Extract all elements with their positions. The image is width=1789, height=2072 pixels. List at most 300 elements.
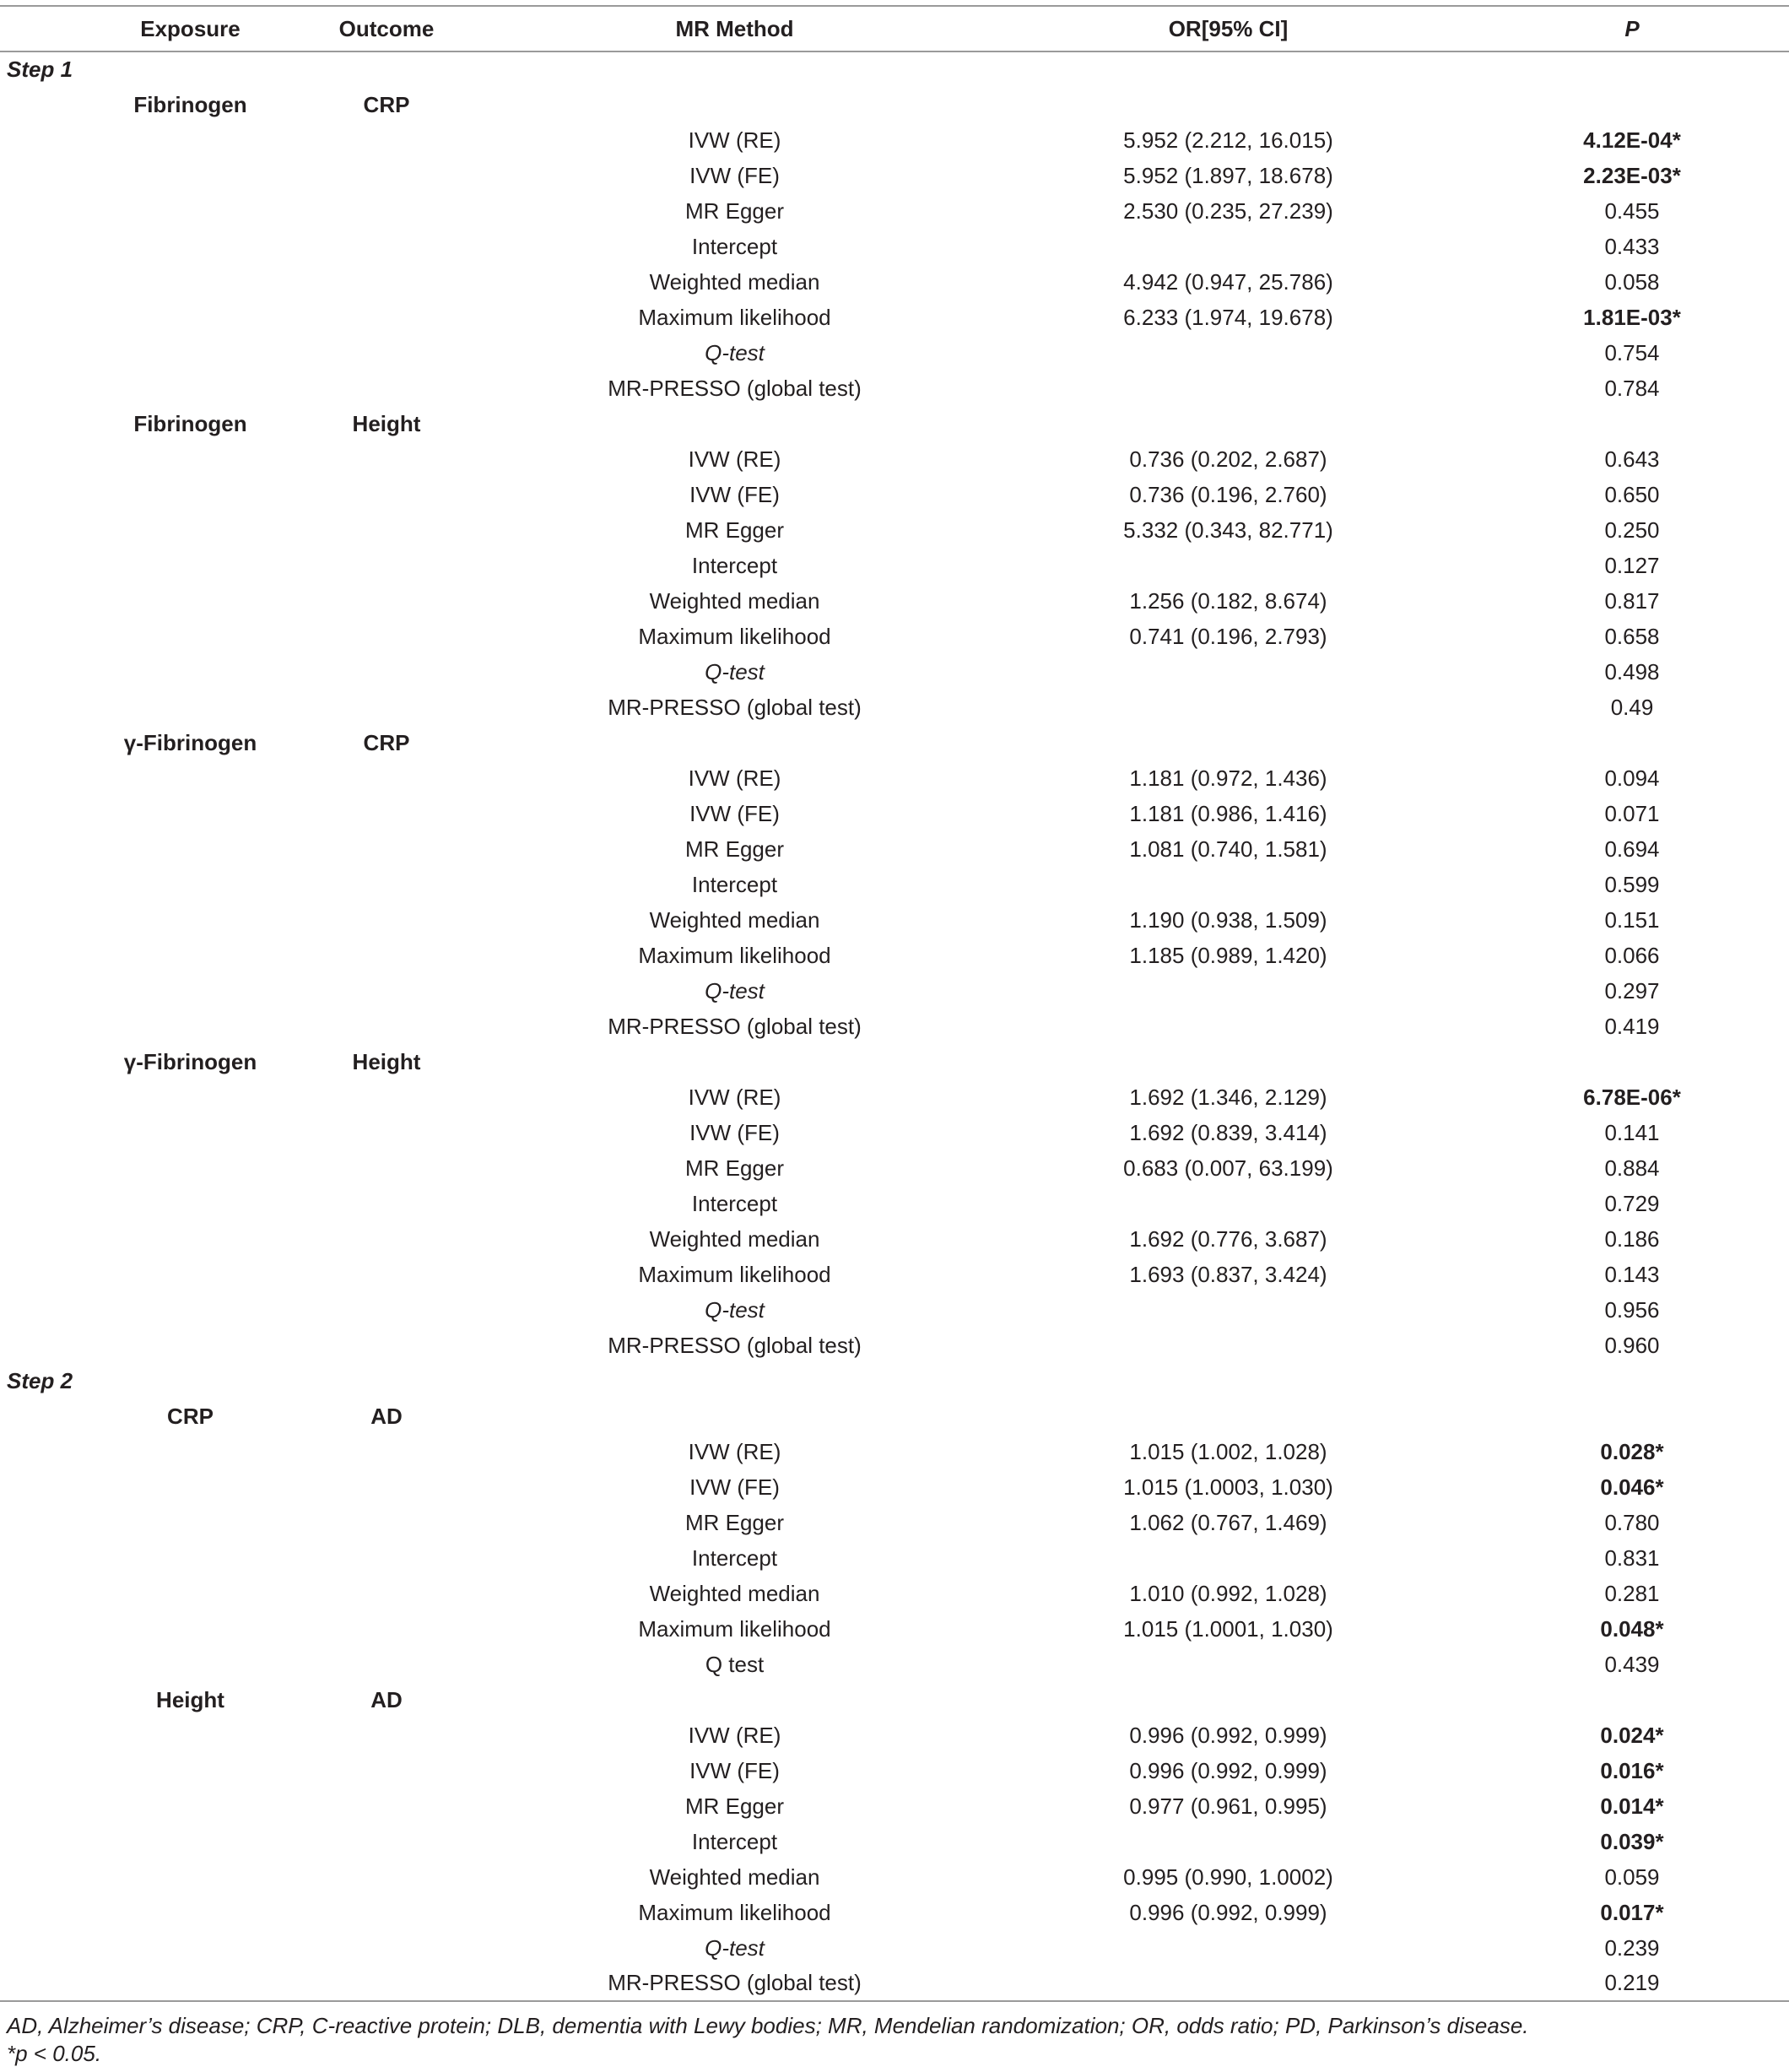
method-cell: IVW (FE) — [689, 162, 780, 188]
empty-cell — [95, 1859, 285, 1895]
p-value-cell: 0.831 — [1604, 1545, 1660, 1571]
empty-cell — [95, 1718, 285, 1753]
empty-cell — [285, 1576, 488, 1611]
row-spacer — [0, 1186, 95, 1221]
empty-cell — [95, 902, 285, 938]
empty-cell — [285, 1186, 488, 1221]
empty-cell — [285, 938, 488, 973]
empty-cell — [285, 1718, 488, 1753]
or-ci-cell: 0.683 (0.007, 63.199) — [1123, 1155, 1333, 1181]
method-cell: MR Egger — [684, 1793, 785, 1819]
row-spacer — [0, 300, 95, 335]
method-cell: Maximum likelihood — [638, 623, 831, 649]
empty-cell — [95, 371, 285, 406]
table-row — [0, 122, 1789, 158]
table-row — [0, 441, 1789, 477]
empty-cell — [95, 193, 285, 229]
row-spacer — [0, 1576, 95, 1611]
exposure-cell: CRP — [167, 1403, 213, 1429]
or-ci-cell — [981, 335, 1475, 371]
method-cell: MR Egger — [684, 836, 785, 862]
table-row — [0, 512, 1789, 548]
or-ci-cell: 1.693 (0.837, 3.424) — [1129, 1261, 1327, 1287]
method-cell: Q-test — [705, 977, 765, 1004]
empty-cell — [488, 406, 981, 441]
row-spacer — [0, 973, 95, 1009]
empty-cell — [95, 1115, 285, 1150]
p-value-cell: 0.784 — [1604, 375, 1660, 401]
empty-cell — [285, 229, 488, 264]
empty-cell — [285, 1079, 488, 1115]
p-value-cell: 0.650 — [1604, 481, 1660, 507]
row-spacer — [0, 1859, 95, 1895]
method-cell: Maximum likelihood — [638, 1899, 831, 1925]
table-row — [0, 548, 1789, 583]
empty-cell — [285, 441, 488, 477]
table-row — [0, 831, 1789, 867]
row-spacer — [0, 1682, 95, 1718]
method-cell: Intercept — [691, 1190, 778, 1216]
empty-cell — [95, 158, 285, 193]
table-row — [0, 1079, 1789, 1115]
method-cell: Maximum likelihood — [638, 942, 831, 968]
row-spacer — [0, 1753, 95, 1788]
or-ci-cell: 5.952 (1.897, 18.678) — [1123, 162, 1333, 188]
p-value-cell: 6.78E-06* — [1583, 1084, 1681, 1110]
empty-cell — [285, 193, 488, 229]
p-value-cell: 0.956 — [1604, 1296, 1660, 1323]
empty-cell — [285, 158, 488, 193]
empty-cell — [488, 1398, 981, 1434]
empty-cell — [285, 477, 488, 512]
row-spacer — [0, 512, 95, 548]
table-row — [0, 1434, 1789, 1469]
p-value-cell: 0.694 — [1604, 836, 1660, 862]
table-row — [0, 902, 1789, 938]
empty-cell — [95, 548, 285, 583]
empty-cell — [95, 1966, 285, 2001]
empty-cell — [95, 1647, 285, 1682]
row-spacer — [0, 1824, 95, 1859]
empty-cell — [981, 725, 1475, 760]
or-ci-cell — [981, 867, 1475, 902]
p-value-cell: 0.817 — [1604, 587, 1660, 614]
step-row — [0, 1363, 1789, 1398]
p-value-cell: 2.23E-03* — [1583, 162, 1681, 188]
p-value-cell: 0.439 — [1604, 1651, 1660, 1677]
p-value-cell: 0.046* — [1600, 1474, 1664, 1500]
table-row — [0, 1611, 1789, 1647]
row-spacer — [0, 1044, 95, 1079]
table-row — [0, 1292, 1789, 1328]
p-value-cell: 0.239 — [1604, 1934, 1660, 1961]
p-value-cell: 0.658 — [1604, 623, 1660, 649]
empty-cell — [95, 441, 285, 477]
row-spacer — [0, 193, 95, 229]
table-row — [0, 796, 1789, 831]
or-ci-cell — [981, 1966, 1475, 2001]
method-cell: Intercept — [691, 1545, 778, 1571]
or-ci-cell — [981, 1328, 1475, 1363]
or-ci-cell: 5.952 (2.212, 16.015) — [1123, 127, 1333, 153]
method-cell: MR Egger — [684, 517, 785, 543]
p-value-cell: 0.039* — [1600, 1828, 1664, 1854]
empty-cell — [95, 1009, 285, 1044]
empty-cell — [488, 1682, 981, 1718]
empty-cell — [285, 335, 488, 371]
empty-cell — [1475, 1398, 1789, 1434]
p-value-cell: 0.419 — [1604, 1013, 1660, 1039]
step-row — [0, 51, 1789, 87]
method-cell: Q test — [705, 1651, 765, 1677]
or-ci-cell — [981, 1540, 1475, 1576]
p-value-cell: 0.281 — [1604, 1580, 1660, 1606]
empty-cell — [95, 229, 285, 264]
row-spacer — [0, 87, 95, 122]
empty-cell — [285, 122, 488, 158]
p-value-cell: 0.643 — [1604, 446, 1660, 472]
outcome-cell: AD — [370, 1686, 403, 1712]
empty-cell — [285, 548, 488, 583]
row-spacer — [0, 406, 95, 441]
step-label: Step 2 — [7, 1367, 73, 1393]
method-cell: Q-test — [705, 339, 765, 365]
empty-cell — [285, 300, 488, 335]
empty-cell — [95, 1257, 285, 1292]
empty-cell — [981, 1682, 1475, 1718]
empty-cell — [285, 796, 488, 831]
table-footnote — [7, 2012, 1779, 2068]
row-spacer — [0, 867, 95, 902]
row-spacer — [0, 229, 95, 264]
row-spacer — [0, 583, 95, 619]
method-cell: MR-PRESSO (global test) — [608, 1332, 862, 1358]
method-cell: Q-test — [705, 658, 765, 684]
empty-cell — [1475, 1682, 1789, 1718]
p-value-cell: 0.250 — [1604, 517, 1660, 543]
table-row — [0, 1221, 1789, 1257]
row-spacer — [0, 1966, 95, 2001]
row-spacer — [0, 1221, 95, 1257]
or-ci-cell: 1.692 (0.839, 3.414) — [1129, 1119, 1327, 1145]
empty-cell — [981, 1044, 1475, 1079]
method-cell: Intercept — [691, 1828, 778, 1854]
row-spacer — [0, 1009, 95, 1044]
or-ci-cell: 0.741 (0.196, 2.793) — [1129, 623, 1327, 649]
empty-cell — [95, 1505, 285, 1540]
p-value-cell: 0.066 — [1604, 942, 1660, 968]
row-spacer — [0, 1257, 95, 1292]
row-spacer — [0, 441, 95, 477]
exposure-cell: Fibrinogen — [133, 91, 247, 117]
table-row — [0, 867, 1789, 902]
table-row — [0, 477, 1789, 512]
or-ci-cell — [981, 371, 1475, 406]
table-row — [0, 1824, 1789, 1859]
empty-cell — [285, 1009, 488, 1044]
p-value-cell: 0.143 — [1604, 1261, 1660, 1287]
header-outcome: Outcome — [285, 6, 488, 51]
outcome-cell: CRP — [363, 91, 410, 117]
empty-cell — [285, 1611, 488, 1647]
empty-cell — [285, 1150, 488, 1186]
table-row — [0, 1753, 1789, 1788]
header-p-value: P — [1475, 6, 1789, 51]
or-ci-cell: 0.996 (0.992, 0.999) — [1129, 1757, 1327, 1783]
p-value-cell: 0.127 — [1604, 552, 1660, 578]
empty-cell — [95, 477, 285, 512]
empty-cell — [95, 1221, 285, 1257]
table-row — [0, 1647, 1789, 1682]
method-cell: Weighted median — [649, 587, 820, 614]
p-value-cell: 0.884 — [1604, 1155, 1660, 1181]
row-spacer — [0, 725, 95, 760]
method-cell: IVW (RE) — [688, 1438, 781, 1464]
empty-cell — [981, 406, 1475, 441]
table-row — [0, 1966, 1789, 2001]
or-ci-cell: 1.015 (1.0001, 1.030) — [1123, 1615, 1333, 1642]
empty-cell — [95, 619, 285, 654]
row-spacer — [0, 654, 95, 690]
or-ci-cell: 1.692 (1.346, 2.129) — [1129, 1084, 1327, 1110]
empty-cell — [285, 1505, 488, 1540]
table-row — [0, 371, 1789, 406]
p-value-cell: 0.960 — [1604, 1332, 1660, 1358]
empty-cell — [95, 654, 285, 690]
method-cell: Q-test — [705, 1934, 765, 1961]
row-spacer — [0, 1718, 95, 1753]
method-cell: MR-PRESSO (global test) — [608, 375, 862, 401]
empty-cell — [285, 512, 488, 548]
or-ci-cell: 1.181 (0.972, 1.436) — [1129, 765, 1327, 791]
method-cell: Intercept — [691, 871, 778, 897]
method-cell: IVW (FE) — [689, 1474, 780, 1500]
empty-cell — [285, 619, 488, 654]
table-row — [0, 264, 1789, 300]
p-value-cell: 0.059 — [1604, 1864, 1660, 1890]
or-ci-cell: 1.062 (0.767, 1.469) — [1129, 1509, 1327, 1535]
empty-cell — [285, 1647, 488, 1682]
outcome-cell: Height — [352, 1048, 421, 1074]
or-ci-cell — [981, 1009, 1475, 1044]
table-row — [0, 1009, 1789, 1044]
p-value-cell: 0.071 — [1604, 800, 1660, 826]
empty-cell — [285, 583, 488, 619]
or-ci-cell — [981, 1824, 1475, 1859]
p-value-cell: 0.017* — [1600, 1899, 1664, 1925]
empty-cell — [1475, 87, 1789, 122]
method-cell: IVW (RE) — [688, 1084, 781, 1110]
empty-cell — [95, 1079, 285, 1115]
empty-cell — [285, 1788, 488, 1824]
exposure-cell: Fibrinogen — [133, 410, 247, 436]
p-value-cell: 0.219 — [1475, 1966, 1789, 2001]
method-cell: Maximum likelihood — [638, 304, 831, 330]
exposure-cell: γ-Fibrinogen — [123, 729, 257, 755]
row-spacer — [0, 1150, 95, 1186]
table-row — [0, 1328, 1789, 1363]
or-ci-cell: 5.332 (0.343, 82.771) — [1123, 517, 1333, 543]
or-ci-cell: 1.185 (0.989, 1.420) — [1129, 942, 1327, 968]
row-spacer — [0, 371, 95, 406]
row-spacer — [0, 1647, 95, 1682]
or-ci-cell — [981, 1292, 1475, 1328]
or-ci-cell: 0.995 (0.990, 1.0002) — [1123, 1864, 1333, 1890]
row-spacer — [0, 477, 95, 512]
empty-cell — [95, 335, 285, 371]
p-value-cell: 0.048* — [1600, 1615, 1664, 1642]
or-ci-cell: 0.736 (0.202, 2.687) — [1129, 446, 1327, 472]
method-cell: Intercept — [691, 233, 778, 259]
table-row — [0, 1930, 1789, 1966]
method-cell: IVW (FE) — [689, 1119, 780, 1145]
empty-cell — [285, 867, 488, 902]
method-cell: Q-test — [705, 1296, 765, 1323]
empty-cell — [285, 1753, 488, 1788]
or-ci-cell: 1.181 (0.986, 1.416) — [1129, 800, 1327, 826]
method-cell: Intercept — [691, 552, 778, 578]
table-row — [0, 1718, 1789, 1753]
group-row — [0, 1682, 1789, 1718]
or-ci-cell — [981, 654, 1475, 690]
outcome-cell: CRP — [363, 729, 410, 755]
table-row — [0, 229, 1789, 264]
empty-cell — [95, 1753, 285, 1788]
p-value-cell: 0.058 — [1604, 268, 1660, 295]
or-ci-cell: 0.977 (0.961, 0.995) — [1129, 1793, 1327, 1819]
empty-cell — [95, 938, 285, 973]
row-spacer — [0, 1469, 95, 1505]
empty-cell — [1475, 406, 1789, 441]
empty-cell — [95, 1611, 285, 1647]
empty-cell — [95, 760, 285, 796]
row-spacer — [0, 1328, 95, 1363]
table-row — [0, 760, 1789, 796]
empty-cell — [285, 1328, 488, 1363]
or-ci-cell: 1.190 (0.938, 1.509) — [1129, 906, 1327, 933]
row-spacer — [0, 1611, 95, 1647]
p-value-cell: 0.297 — [1604, 977, 1660, 1004]
method-cell: MR-PRESSO (global test) — [488, 1966, 981, 2001]
empty-cell — [285, 1824, 488, 1859]
header-or-ci: OR[95% CI] — [981, 6, 1475, 51]
or-ci-cell: 0.996 (0.992, 0.999) — [1129, 1722, 1327, 1748]
method-cell: MR Egger — [684, 197, 785, 224]
row-spacer — [0, 1398, 95, 1434]
table-row — [0, 690, 1789, 725]
exposure-cell: Height — [156, 1686, 224, 1712]
row-spacer — [0, 1079, 95, 1115]
row-spacer — [0, 122, 95, 158]
empty-cell — [95, 1328, 285, 1363]
p-value-cell: 0.754 — [1604, 339, 1660, 365]
empty-cell — [488, 87, 981, 122]
table-row — [0, 335, 1789, 371]
p-value-cell: 0.498 — [1604, 658, 1660, 684]
method-cell: Maximum likelihood — [638, 1615, 831, 1642]
table-row — [0, 1895, 1789, 1930]
or-ci-cell — [981, 1186, 1475, 1221]
p-value-cell: 0.024* — [1600, 1722, 1664, 1748]
p-value-cell: 4.12E-04* — [1583, 127, 1681, 153]
or-ci-cell: 1.015 (1.002, 1.028) — [1129, 1438, 1327, 1464]
empty-cell — [981, 1398, 1475, 1434]
p-value-cell: 0.151 — [1604, 906, 1660, 933]
empty-cell — [95, 1576, 285, 1611]
mr-results-table — [0, 5, 1789, 2002]
table-row — [0, 1859, 1789, 1895]
empty-cell — [285, 902, 488, 938]
method-cell: Weighted median — [649, 1864, 820, 1890]
row-spacer — [0, 1540, 95, 1576]
or-ci-cell — [981, 690, 1475, 725]
empty-cell — [285, 371, 488, 406]
method-cell: IVW (FE) — [689, 481, 780, 507]
p-value-cell: 0.141 — [1604, 1119, 1660, 1145]
or-ci-cell — [981, 1647, 1475, 1682]
method-cell: IVW (FE) — [689, 1757, 780, 1783]
row-spacer — [0, 1505, 95, 1540]
or-ci-cell: 1.692 (0.776, 3.687) — [1129, 1225, 1327, 1252]
empty-cell — [95, 264, 285, 300]
empty-cell — [285, 1469, 488, 1505]
p-value-cell: 0.729 — [1604, 1190, 1660, 1216]
empty-cell — [285, 831, 488, 867]
empty-cell — [95, 796, 285, 831]
empty-cell — [285, 690, 488, 725]
empty-cell — [95, 1292, 285, 1328]
table-row — [0, 583, 1789, 619]
row-spacer — [0, 1292, 95, 1328]
group-row — [0, 406, 1789, 441]
row-spacer — [0, 760, 95, 796]
empty-cell — [1475, 725, 1789, 760]
method-cell: MR Egger — [684, 1155, 785, 1181]
group-row — [0, 87, 1789, 122]
p-value-cell: 0.433 — [1604, 233, 1660, 259]
row-spacer — [0, 1930, 95, 1966]
empty-cell — [285, 973, 488, 1009]
table-row — [0, 619, 1789, 654]
row-spacer — [0, 335, 95, 371]
empty-cell — [95, 300, 285, 335]
empty-cell — [95, 973, 285, 1009]
row-spacer — [0, 1434, 95, 1469]
method-cell: MR-PRESSO (global test) — [608, 694, 862, 720]
header-exposure: Exposure — [95, 6, 285, 51]
row-spacer — [0, 690, 95, 725]
method-cell: IVW (RE) — [688, 127, 781, 153]
empty-cell — [488, 725, 981, 760]
method-cell: IVW (RE) — [688, 1722, 781, 1748]
empty-cell — [95, 1186, 285, 1221]
method-cell: IVW (RE) — [688, 765, 781, 791]
empty-cell — [285, 1966, 488, 2001]
outcome-cell: Height — [352, 410, 421, 436]
or-ci-cell — [981, 548, 1475, 583]
row-spacer — [0, 1115, 95, 1150]
p-value-cell: 0.014* — [1600, 1793, 1664, 1819]
table-row — [0, 1505, 1789, 1540]
empty-cell — [285, 1895, 488, 1930]
method-cell: Weighted median — [649, 268, 820, 295]
row-spacer — [0, 1788, 95, 1824]
table-row — [0, 654, 1789, 690]
empty-cell — [1475, 1044, 1789, 1079]
empty-cell — [285, 1859, 488, 1895]
p-value-cell: 0.028* — [1600, 1438, 1664, 1464]
footnote-significance: *p < 0.05. — [7, 2041, 102, 2066]
